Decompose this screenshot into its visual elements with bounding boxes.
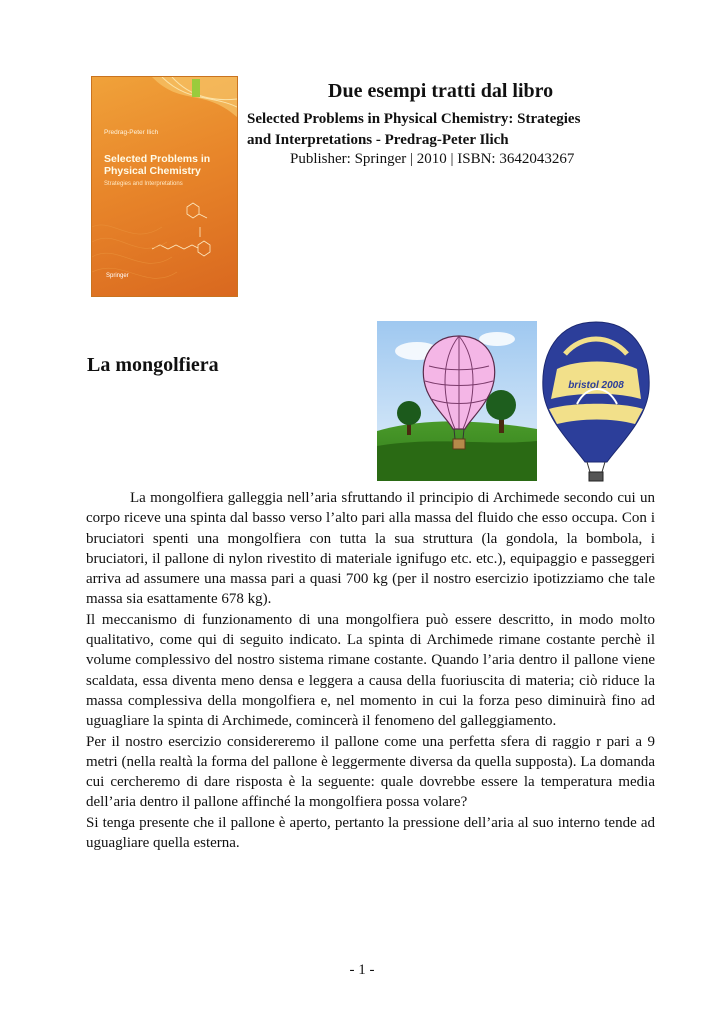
book-title-line-2: and Interpretations - Predrag-Peter Ilich — [247, 132, 509, 148]
book-title-line-1: Selected Problems in Physical Chemistry: Strategies — [247, 111, 581, 127]
publisher-line: Publisher: Springer | 2010 | ISBN: 3642043267 — [290, 151, 575, 167]
body-text — [86, 488, 655, 853]
paragraph-4: Si tenga presente che il pallone è aperto, pertanto la pressione dell’aria al suo interno tende ad uguagliare quella esterna. — [86, 814, 655, 852]
cover-title: Selected Problems in Physical Chemistry — [104, 153, 211, 177]
cover-author: Predrag-Peter Ilich — [104, 129, 159, 136]
paragraph-2: Il meccanismo di funzionamento di una mongolfiera può essere descritto, in modo molto qualitativo, come qui di seguito indicato. La spinta di Archimede rimane costante perchè il volume complessivo del nostro sistema rimane costante. Quando l’aria dentro il pallone viene scaldata, essa diventa meno densa e leggera a causa della fuoriuscita di materia; ciò riduce la massa complessiva della mongolfiera e, nel momento in cui la forza peso diminuirà fino ad uguagliare la spinta di Archimede, comincerà il fenomeno del galleggiamento. — [86, 611, 655, 730]
cover-subtitle: Strategies and Interpretations — [104, 181, 183, 187]
book-cover-image — [92, 77, 237, 296]
balloon-photo-print: bristol 2008 — [568, 380, 624, 391]
page-title: Due esempi tratti dal libro — [328, 80, 554, 102]
cover-publisher: Springer — [106, 273, 129, 279]
balloon-photo — [537, 314, 655, 484]
paragraph-1: La mongolfiera galleggia nell’aria sfruttando il principio di Archimede secondo cui un corpo riceve una spinta dal basso verso l’alto pari alla massa del fluido che esso occupa. Con i bruciatori spenti una mongolfiera con tutta la sua struttura (la gondola, la bombola, i bruciatori, il pallone di nylon rivestito di materiale ignifugo etc. etc.), equipaggio e passeggeri arriva ad assumere una massa pari a quasi 700 kg (per il nostro esercizio ipotizziamo che tale massa sia esattamente 678 kg). — [86, 490, 655, 608]
balloon-illustration — [377, 321, 537, 481]
page-number: - 1 - — [349, 962, 375, 978]
paragraph-3: Per il nostro esercizio considereremo il pallone come una perfetta sfera di raggio r pari a 9 metri (nella realtà la forma del pallone è leggermente diversa da quella supposta). La domanda cui cercheremo di dare risposta è la seguente: quale dovrebbe essere la temperatura media dell’aria dentro il pallone affinché la mongolfiera possa volare? — [86, 733, 655, 811]
section-title: La mongolfiera — [87, 354, 219, 376]
